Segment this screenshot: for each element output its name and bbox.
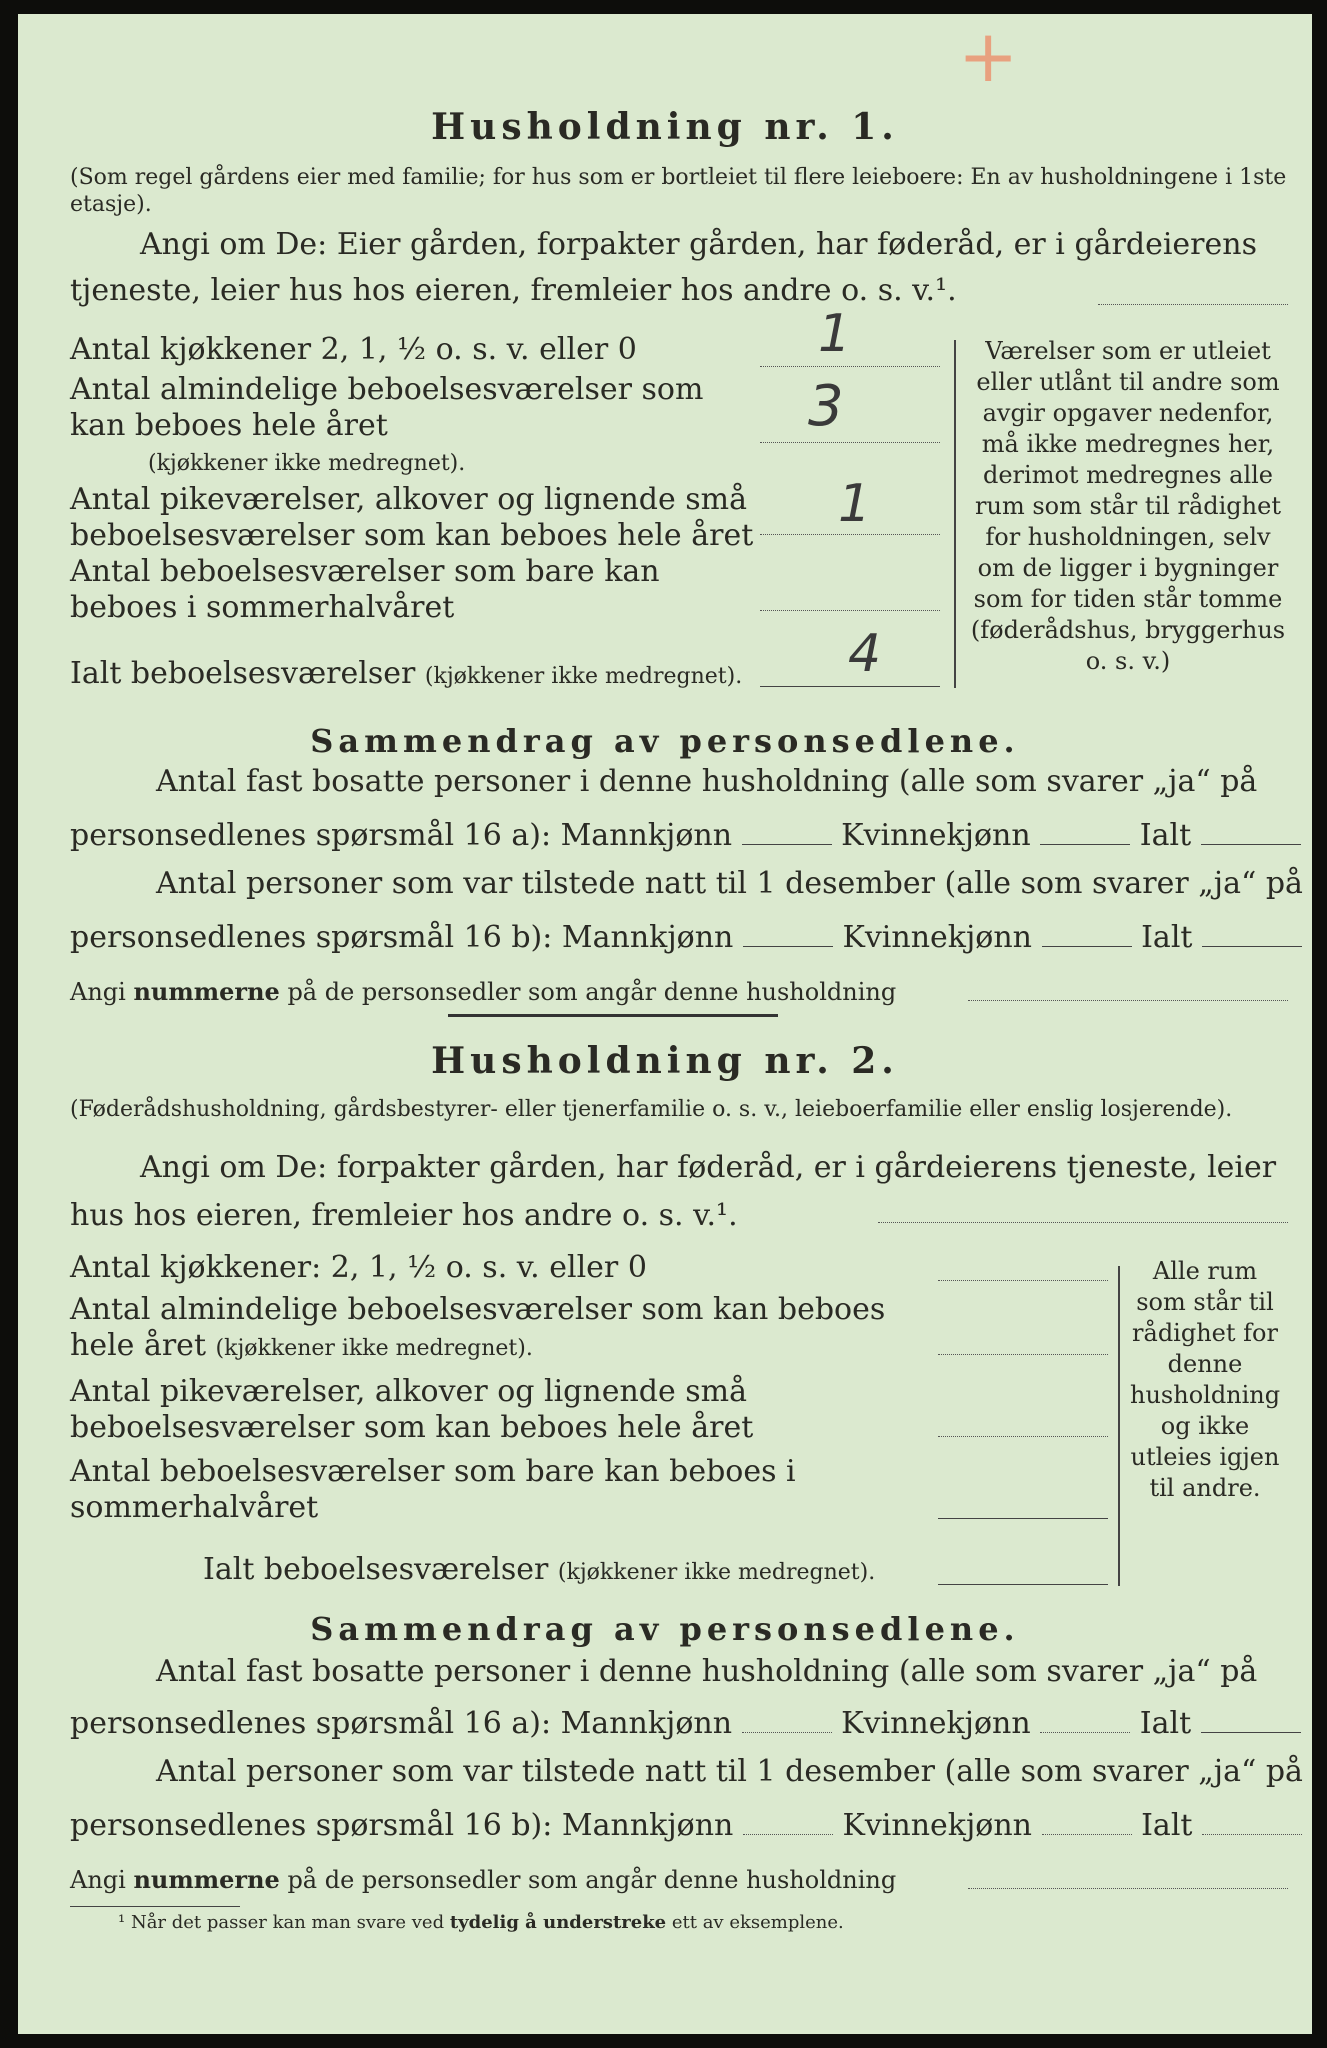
- household-2-intro: (Føderådshusholdning, gårdsbestyrer- eller tjenerfamilie o. s. v., leieboerfamilie eller enslig losjerende).: [70, 1097, 1233, 1122]
- h2-s2-male-field[interactable]: [743, 1834, 833, 1835]
- footnote-pre: ¹ Når det passer kan man svare ved: [118, 1912, 445, 1933]
- h1-s1-female-field[interactable]: [1040, 844, 1130, 845]
- h1-s2-female-field[interactable]: [1042, 946, 1132, 947]
- h1-brace: [954, 340, 956, 688]
- h1-numbers-pre: Angi: [70, 978, 126, 1006]
- h2-kitchens-field[interactable]: [938, 1280, 1108, 1281]
- h1-kitchens-label: Antal kjøkkener 2, 1, ½ o. s. v. eller 0: [70, 332, 637, 367]
- h1-s2-total-field[interactable]: [1202, 946, 1302, 947]
- h1-total-note: (kjøkkener ikke medregnet).: [424, 664, 743, 689]
- h1-s1-total-field[interactable]: [1201, 844, 1301, 845]
- h2-s1-male-field[interactable]: [742, 1732, 832, 1733]
- h1-summer-label: Antal beboelsesværelser som bare kan beboes i sommerhalvåret: [70, 554, 660, 625]
- household-1-title: Husholdning nr. 1.: [431, 106, 899, 148]
- h2-numbers-line: [70, 1866, 896, 1894]
- h1-s2-line2: [70, 920, 1302, 956]
- h1-rooms-note: (kjøkkener ikke medregnet).: [148, 451, 466, 476]
- h1-total-label: [70, 656, 742, 692]
- h2-summer-label: Antal beboelsesværelser som bare kan beboes i sommerhalvåret: [70, 1454, 796, 1525]
- household-2-question: Angi om De: forpakter gården, har føderåd, er i gårdeierens tjeneste, leier hus hos eieren, fremleier hos andre o. s. v.¹.: [70, 1150, 1277, 1233]
- h2-brace: [1118, 1266, 1120, 1586]
- h2-numbers-field[interactable]: [968, 1888, 1288, 1889]
- h1-s2-total-label: Ialt: [1141, 920, 1193, 955]
- h1-s1-male-label: personsedlenes spørsmål 16 a): Mannkjønn: [70, 818, 733, 853]
- footnote-bold: tydelig å understreke: [449, 1912, 667, 1933]
- h1-s1-line1: Antal fast bosatte personer i denne husholdning (alle som svarer „ja“ på: [156, 764, 1258, 799]
- h2-total-label: [203, 1552, 875, 1588]
- h1-s1-female-label: Kvinnekjønn: [841, 818, 1031, 853]
- h1-s2-male-field[interactable]: [743, 946, 833, 947]
- h1-numbers-field[interactable]: [968, 1000, 1288, 1001]
- h1-summary-title: Sammendrag av personsedlene.: [310, 722, 1020, 760]
- h2-s2-line1: Antal personer som var tilstede natt til 1 desember (alle som svarer „ja“ på: [156, 1754, 1303, 1789]
- census-form-page: [18, 14, 1312, 2034]
- h1-rooms-field[interactable]: [760, 442, 940, 443]
- h2-s2-female-label: Kvinnekjønn: [842, 1808, 1032, 1843]
- h2-numbers-pre: Angi: [70, 1866, 126, 1894]
- h1-summer-field[interactable]: [760, 610, 940, 611]
- h1-numbers-post: på de personsedler som angår denne husholdning: [287, 978, 897, 1006]
- h1-maid-value: 1: [838, 474, 872, 534]
- household-1-intro: (Som regel gårdens eier med familie; for hus som er bortleiet til flere leieboere: En av husholdningene i 1ste etasje).: [70, 165, 1287, 217]
- h2-s1-line1: Antal fast bosatte personer i denne husholdning (alle som svarer „ja“ på: [156, 1654, 1258, 1689]
- h1-s1-total-label: Ialt: [1139, 818, 1192, 853]
- h2-s1-female-field[interactable]: [1040, 1732, 1130, 1733]
- h2-s2-female-field[interactable]: [1042, 1834, 1132, 1835]
- footnote: [118, 1912, 844, 1933]
- h2-kitchens-label: Antal kjøkkener: 2, 1, ½ o. s. v. eller 0: [70, 1250, 647, 1285]
- h2-total-note: (kjøkkener ikke medregnet).: [557, 1560, 876, 1585]
- h2-total-field[interactable]: [938, 1584, 1108, 1585]
- h2-maid-field[interactable]: [938, 1436, 1108, 1437]
- h2-total-text: Ialt beboelsesværelser: [203, 1552, 549, 1587]
- h1-numbers-line: [70, 978, 896, 1006]
- h2-s1-total-field[interactable]: [1201, 1732, 1301, 1733]
- h1-s2-male-label: personsedlenes spørsmål 16 b): Mannkjønn: [70, 920, 734, 955]
- h1-total-field[interactable]: [760, 686, 940, 687]
- h1-kitchens-field[interactable]: [760, 366, 940, 367]
- household-2-title: Husholdning nr. 2.: [431, 1040, 899, 1082]
- household-2-answer-line[interactable]: [878, 1222, 1288, 1223]
- h1-s1-line2: [70, 818, 1301, 854]
- h1-s2-line1: Antal personer som var tilstede natt til 1 desember (alle som svarer „ja“ på: [156, 866, 1303, 901]
- h1-rooms-label: Antal almindelige beboelsesværelser som kan beboes hele året: [70, 372, 704, 443]
- h2-s2-line2: [70, 1808, 1302, 1844]
- h1-maid-label: Antal pikeværelser, alkover og lignende små beboelsesværelser som kan beboes hele året: [70, 482, 754, 553]
- household-1-question: Angi om De: Eier gården, forpakter gården, har føderåd, er i gårdeierens tjeneste, leier hus hos eieren, fremleier hos andre o. s. v.¹.: [70, 227, 1257, 308]
- section-divider: [448, 1014, 778, 1017]
- red-cross-mark: +: [958, 14, 1019, 98]
- h2-rooms-text: Antal almindelige beboelsesværelser som kan beboes hele året: [70, 1292, 886, 1363]
- household-1-answer-line[interactable]: [1098, 304, 1288, 305]
- h1-total-value: 4: [848, 624, 882, 684]
- footnote-rule: [70, 1906, 240, 1907]
- h2-rooms-field[interactable]: [938, 1354, 1108, 1355]
- h2-s2-male-label: personsedlenes spørsmål 16 b): Mannkjønn: [70, 1808, 734, 1843]
- h1-maid-field[interactable]: [760, 534, 940, 535]
- h2-s1-female-label: Kvinnekjønn: [841, 1706, 1031, 1741]
- h1-kitchens-value: 1: [818, 304, 852, 364]
- footnote-post: ett av eksemplene.: [671, 1912, 844, 1933]
- h2-rooms-note: (kjøkkener ikke medregnet).: [215, 1336, 533, 1361]
- h2-summary-title: Sammendrag av personsedlene.: [310, 1610, 1020, 1648]
- h2-s1-total-label: Ialt: [1139, 1706, 1192, 1741]
- h2-numbers-post: på de personsedler som angår denne husholdning: [287, 1866, 897, 1894]
- h2-maid-label: Antal pikeværelser, alkover og lignende små beboelsesværelser som kan beboes hele året: [70, 1374, 754, 1445]
- h1-rooms-value: 3: [808, 374, 844, 439]
- h1-side-note: Værelser som er utleiet eller utlånt til andre som avgir opgaver nedenfor, må ikke medregnes her, derimot medregnes alle rum som står til rådighet for husholdningen, selv om de ligger i bygninger som for tiden står tomme (føderådshus, bryggerhus o. s. v.): [970, 337, 1286, 675]
- h1-total-text: Ialt beboelsesværelser: [70, 656, 416, 691]
- h1-s1-male-field[interactable]: [742, 844, 832, 845]
- h2-side-note: Alle rum som står til rådighet for denne husholdning og ikke utleies igjen til andre.: [1130, 1257, 1281, 1502]
- h2-numbers-bold: nummerne: [133, 1865, 280, 1894]
- h2-s1-male-label: personsedlenes spørsmål 16 a): Mannkjønn: [70, 1706, 733, 1741]
- h2-s2-total-field[interactable]: [1202, 1834, 1302, 1835]
- h2-rooms-label: [70, 1292, 950, 1364]
- h1-s2-female-label: Kvinnekjønn: [842, 920, 1032, 955]
- h2-summer-field[interactable]: [938, 1518, 1108, 1519]
- h2-s1-line2: [70, 1706, 1301, 1742]
- h1-numbers-bold: nummerne: [133, 977, 280, 1006]
- h2-s2-total-label: Ialt: [1141, 1808, 1193, 1843]
